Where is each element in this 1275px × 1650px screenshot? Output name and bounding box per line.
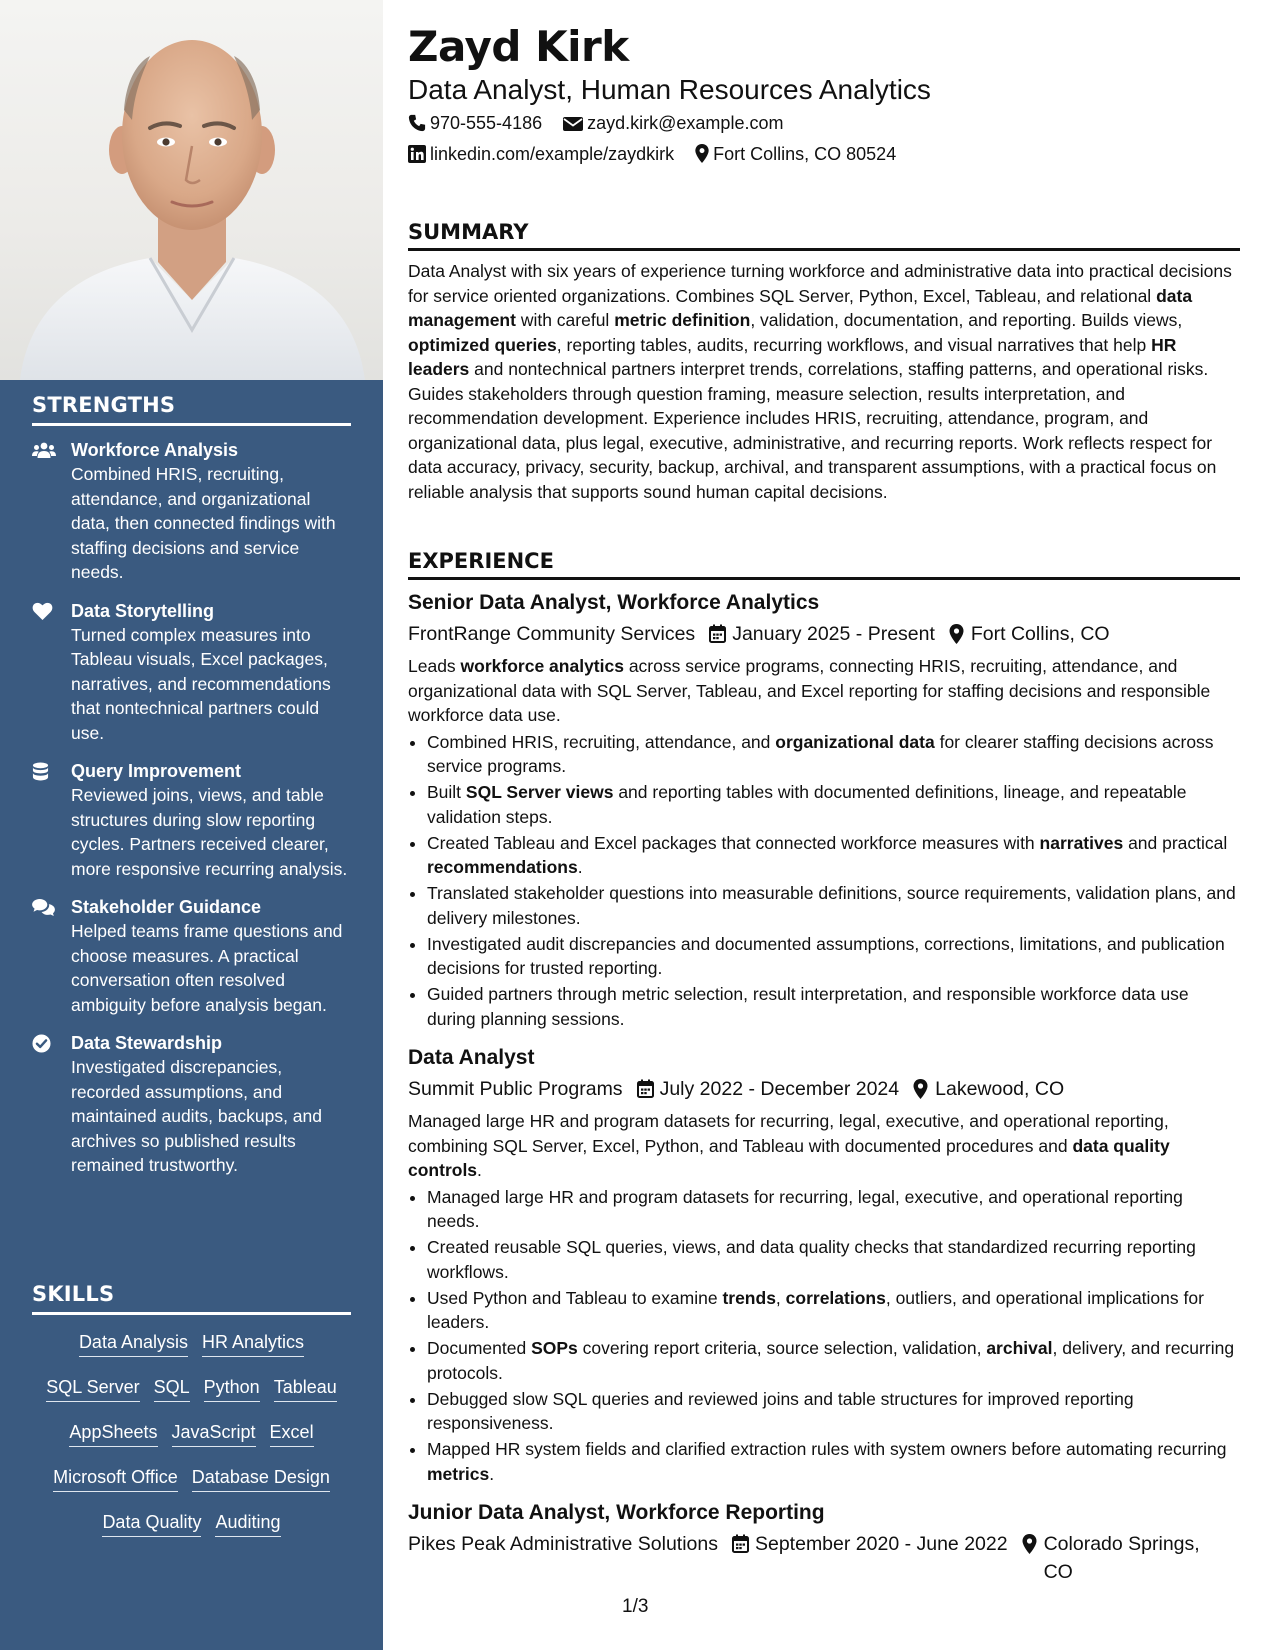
job-location: Lakewood, CO [913,1075,1064,1103]
bullet-item: • Guided partners through metric selection, result interpretation, and responsible workforce data use during planning sessions. [427,982,1240,1031]
skill-tag: Auditing [215,1509,280,1537]
summary-text: Data Analyst with six years of experience turning workforce and administrative data into practical decisions for service oriented organizations. Combines SQL Server, Python, Excel, Tableau, and relational data management with careful metric definition, validation, documentation, and reporting. Builds views, optimized queries, reporting tables, audits, recurring workflows, and visual narratives that help HR leaders and nontechnical partners interpret trends, correlations, staffing patterns, and operational risks. Guides stakeholders through question framing, measure selection, results interpretation, and recommendation development. Experience includes HRIS, recruiting, attendance, program, and organizational data, plus legal, executive, administrative, and recurring reports. Work reflects respect for data accuracy, privacy, security, backup, archival, and transparent assumptions, with a practical focus on reliable analysis that supports sound human capital decisions. [408,261,1232,502]
job-dates: January 2025 - Present [709,620,935,648]
job-meta [408,620,1240,648]
skill-tag: Python [204,1374,260,1402]
job-company: Summit Public Programs [408,1078,623,1100]
skill-tag: HR Analytics [202,1329,304,1357]
strength-description: Reviewed joins, views, and table structures during slow reporting cycles. Partners received clearer, more responsive recurring analysis. [71,785,348,879]
bullet-item: • Created Tableau and Excel packages that connected workforce measures with narratives and practical recommendations. [427,831,1240,880]
strength-item [32,438,351,585]
calendar-icon [637,1079,654,1098]
users-icon [32,441,54,459]
database-icon [32,762,54,780]
email[interactable] [563,113,783,134]
skill-tag: JavaScript [172,1419,256,1447]
job-meta [408,1530,1240,1586]
jobs-list [408,588,1240,1586]
comments-icon [32,898,54,916]
page-number: 1/3 [622,1596,649,1617]
skill-tag: Data Quality [102,1509,201,1537]
job-title: Junior Data Analyst, Workforce Reporting [408,1501,825,1524]
strength-item [32,1031,351,1178]
skill-tag: Excel [270,1419,314,1447]
contact-row-2 [408,144,912,165]
job-entry [408,1498,1240,1586]
bullet-item: • Mapped HR system fields and clarified extraction rules with system owners before automating recurring metrics. [427,1437,1240,1486]
bullet-item: • Documented SOPs covering report criteria, source selection, validation, archival, delivery, and recurring protocols. [427,1336,1240,1385]
strength-description: Combined HRIS, recruiting, attendance, and organizational data, then connected findings with staffing decisions and service needs. [71,464,336,582]
bullet-item: • Created reusable SQL queries, views, and data quality checks that standardized recurring reporting workflows. [427,1235,1240,1284]
location-text: Fort Collins, CO 80524 [713,144,897,164]
skill-tag: AppSheets [69,1419,157,1447]
linkedin[interactable] [408,144,674,165]
strength-description: Investigated discrepancies, recorded assumptions, and maintained audits, backups, and archives so published results remained trustworthy. [71,1057,322,1175]
bullet-item: • Used Python and Tableau to examine trends, correlations, outliers, and operational implications for leaders. [427,1286,1240,1335]
linkedin-icon [408,145,426,163]
strength-item [32,759,351,881]
map-marker-icon [949,624,964,644]
skill-tag: Microsoft Office [53,1464,178,1492]
location [695,144,896,165]
skills-list [32,1329,351,1537]
skill-tag: Database Design [192,1464,330,1492]
skill-tag: SQL Server [46,1374,139,1402]
strength-description: Helped teams frame questions and choose measures. A practical conversation often resolved ambiguity before analysis began. [71,921,343,1015]
job-title: Data Analyst [408,1046,535,1069]
map-marker-icon [913,1079,928,1099]
strength-title: Workforce Analysis [71,440,239,460]
skills-section [32,1282,351,1554]
skill-row [32,1419,351,1447]
phone-icon [408,114,426,132]
skill-tag: SQL [154,1374,190,1402]
phone-text: 970-555-4186 [430,113,543,133]
calendar-icon [732,1534,749,1553]
bullet-item: • Managed large HR and program datasets for recurring, legal, executive, and operational reporting needs. [427,1185,1240,1234]
strength-title: Stakeholder Guidance [71,897,262,917]
skill-row [32,1464,351,1492]
profile-photo [0,0,383,380]
strengths-list [32,438,351,1178]
summary-section [408,220,1240,504]
experience-section [408,549,1240,1592]
linkedin-text: linkedin.com/example/zaydkirk [430,144,675,164]
job-description: Leads workforce analytics across service programs, connecting HRIS, recruiting, attendance, and organizational data with SQL Server, Tableau, and Excel reporting for staffing decisions and responsible workforce data use. [408,656,1211,725]
email-text: zayd.kirk@example.com [587,113,784,133]
job-title: Senior Data Analyst, Workforce Analytics [408,591,820,614]
envelope-icon [563,116,583,132]
job-meta [408,1075,1240,1103]
summary-heading: SUMMARY [408,220,1240,251]
strength-description: Turned complex measures into Tableau visuals, Excel packages, narratives, and recommendations that nontechnical partners could use. [71,624,331,743]
skill-tag: Tableau [274,1374,337,1402]
job-description: Managed large HR and program datasets for recurring, legal, executive, and operational reporting, combining SQL Server, Excel, Python, and Tableau with documented procedures and data quality controls. [408,1111,1170,1180]
candidate-name: Zayd Kirk [408,22,629,71]
contact-row-1 [408,113,799,134]
sidebar [0,0,383,1650]
bullet-item: • Investigated audit discrepancies and documented assumptions, corrections, limitations, and publication decisions for trusted reporting. [427,932,1240,981]
candidate-title: Data Analyst, Human Resources Analytics [408,74,931,105]
job-entry [408,1043,1240,1486]
bullet-item: • Translated stakeholder questions into measurable definitions, source requirements, validation plans, and delivery milestones. [427,881,1240,930]
bullet-item: • Built SQL Server views and reporting tables with documented definitions, lineage, and repeatable validation steps. [427,780,1240,829]
job-location: Fort Collins, CO [949,620,1110,648]
job-entry [408,588,1240,1031]
experience-heading: EXPERIENCE [408,549,1240,580]
strength-item [32,599,351,746]
job-dates: July 2022 - December 2024 [637,1075,900,1103]
bullet-item: • Combined HRIS, recruiting, attendance, and organizational data for clearer staffing decisions across service programs. [427,730,1240,779]
check-circle-icon [32,1034,54,1052]
job-bullets [408,730,1240,1032]
strength-title: Data Storytelling [71,600,215,621]
strength-title: Data Stewardship [71,1033,223,1053]
strengths-section [32,393,351,1192]
skill-row [32,1509,351,1537]
job-company: FrontRange Community Services [408,623,696,645]
job-bullets [408,1185,1240,1487]
job-company: Pikes Peak Administrative Solutions [408,1533,718,1555]
heart-icon [32,602,54,620]
phone[interactable] [408,113,542,134]
skill-row [32,1374,351,1402]
skills-heading: SKILLS [32,1282,351,1315]
skill-tag: Data Analysis [79,1329,188,1357]
map-marker-icon [695,144,709,163]
skill-row [32,1329,351,1357]
map-marker-icon [1022,1534,1037,1554]
strengths-heading: STRENGTHS [32,393,351,426]
strength-title: Query Improvement [71,761,242,781]
strength-item [32,895,351,1017]
job-dates: September 2020 - June 2022 [732,1530,1008,1586]
job-location: Colorado Springs, CO [1022,1530,1226,1586]
calendar-icon [709,624,726,643]
bullet-item: • Debugged slow SQL queries and reviewed joins and table structures for improved reporting responsiveness. [427,1387,1240,1436]
